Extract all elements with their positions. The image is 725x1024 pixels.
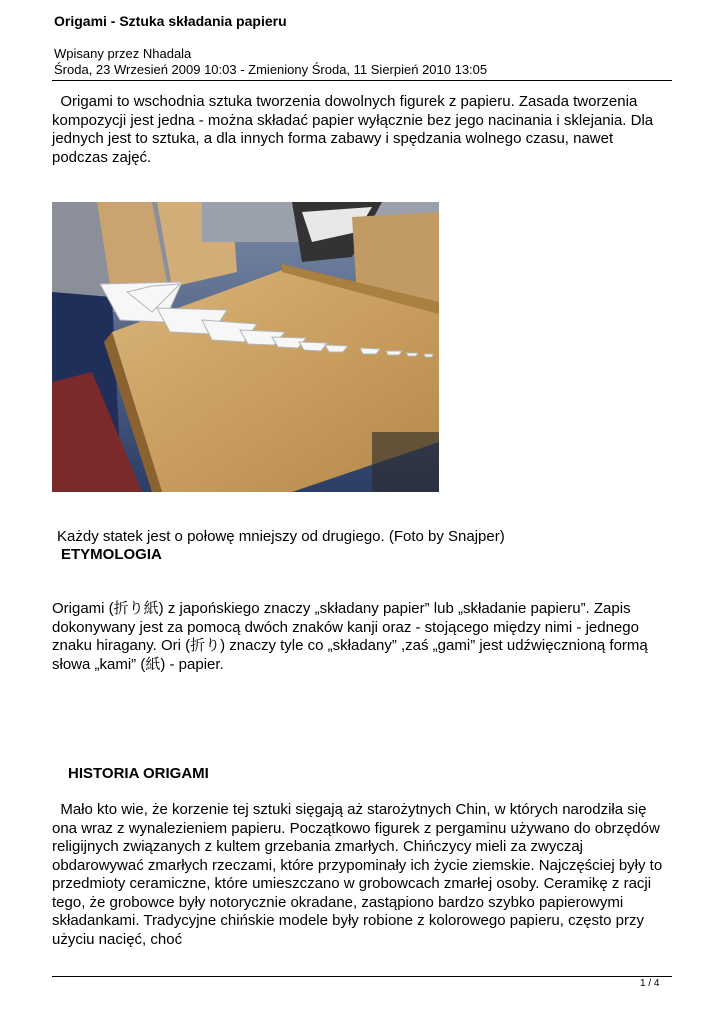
history-heading: HISTORIA ORIGAMI <box>68 765 209 782</box>
date-line: Środa, 23 Wrzesień 2009 10:03 - Zmieniony Środa, 11 Sierpień 2010 13:05 <box>54 62 488 77</box>
etymology-heading: ETYMOLOGIA <box>61 546 162 563</box>
history-paragraph: Mało kto wie, że korzenie tej sztuki sięgają aż starożytnych Chin, w których narodziła się ona wraz z wynalezieniem papieru. Początkowo figurek z pergaminu używano do obrzędów religijnych związanych z kultem grzebania zmarłych. Chińczycy mieli za zwyczaj obdarowywać zmarłych rzeczami, które przypominały ich życie ziemskie. Najczęściej były to przedmioty ceramiczne, które umieszczano w grobowcach zmarłej osoby. Ceramikę z racji tego, że grobowce były notorycznie okradane, zastąpiono bardzo szybko papierowymi składankami. Tradycyjne chińskie modele były robione z kolorowego papieru, często przy użyciu nacięć, choć <box>52 801 667 948</box>
page-number: 1 / 4 <box>640 978 660 989</box>
header-divider <box>52 80 672 81</box>
author-line: Wpisany przez Nhadala <box>54 46 192 61</box>
page-title: Origami - Sztuka składania papieru <box>54 13 287 29</box>
photo-caption: Każdy statek jest o połowę mniejszy od drugiego. (Foto by Snajper) <box>57 528 505 545</box>
intro-paragraph: Origami to wschodnia sztuka tworzenia dowolnych figurek z papieru. Zasada tworzenia kompozycji jest jedna - można składać papier wyłącznie bez jego nacinania i sklejania. Dla jednych jest to sztuka, a dla innych forma zabawy i spędzania wolnego czasu, nawet podczas zajęć. <box>52 93 658 166</box>
footer-divider <box>52 976 672 977</box>
origami-boats-photo <box>52 202 439 492</box>
etymology-paragraph: Origami (折り紙) z japońskiego znaczy „składany papier” lub „składanie papieru”. Zapis dokonywany jest za pomocą dwóch znaków kanji oraz - stojącego między nimi - jednego znaku hiragany. Ori (折り) znaczy tyle co „składany” ,zaś „gami” jest udźwięcznioną formą słowa „kami” (紙) - papier. <box>52 600 648 673</box>
